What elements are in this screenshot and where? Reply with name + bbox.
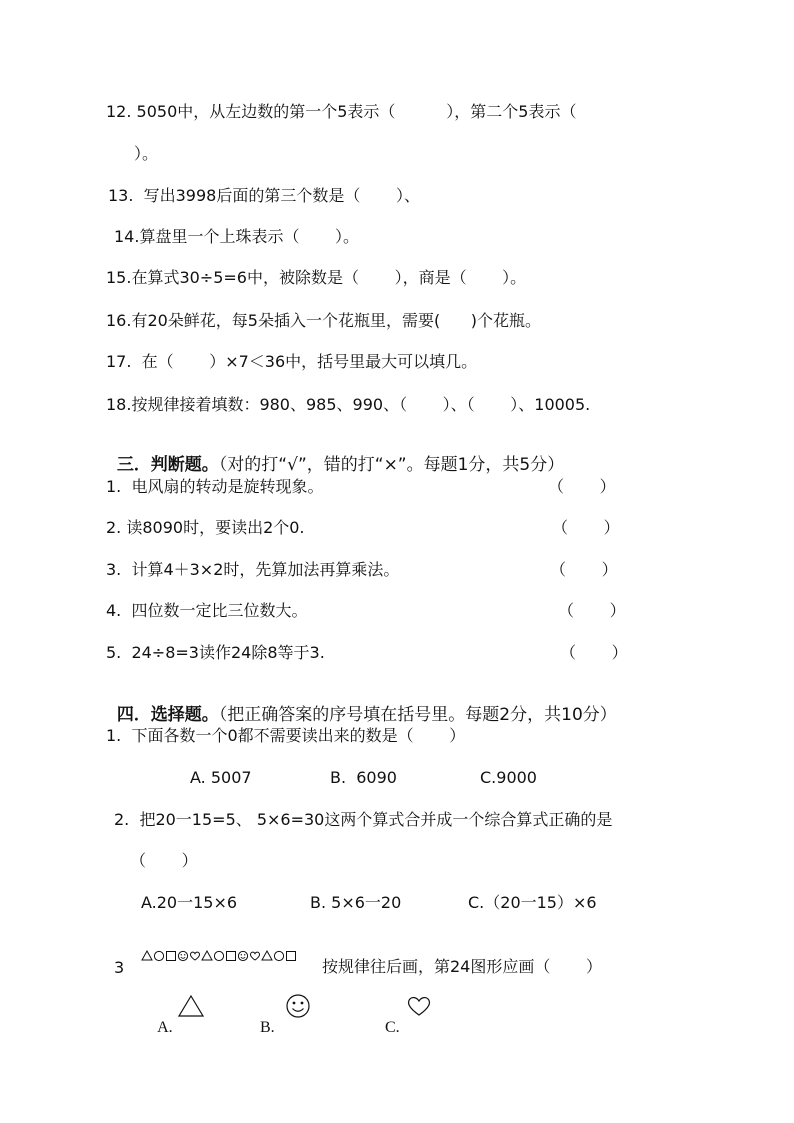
choice2-option-a[interactable]: A.20一15×6 — [141, 893, 238, 912]
square-icon — [225, 950, 237, 962]
q12-line2: ）。 — [134, 144, 159, 163]
heart-icon — [249, 950, 261, 962]
choice2-option-b[interactable]: B. 5×6一20 — [310, 893, 402, 912]
judge-5-text: 5. 24÷8=3读作24除8等于3. — [106, 643, 325, 662]
choice3-option-a[interactable] — [150, 998, 173, 1038]
q14: 14.算盘里一个上珠表示（ ）。 — [114, 227, 360, 246]
choice2-bracket[interactable]: （ ） — [130, 851, 198, 870]
choice1-option-a[interactable]: A. 5007 — [190, 768, 252, 787]
judge-1-bracket[interactable]: （ ） — [548, 477, 616, 496]
choice2-question: 2. 把20一15=5、 5×6=30这两个算式合并成一个综合算式正确的是 — [114, 810, 613, 829]
choice1-option-b[interactable]: B. 6090 — [330, 768, 397, 787]
choice3-option-a-label: A. — [157, 1019, 173, 1036]
choice3-option-b-label: B. — [260, 1019, 275, 1036]
judge-5-bracket[interactable]: （ ） — [560, 643, 628, 662]
q12-line1: 12. 5050中，从左边数的第一个5表示（ ），第二个5表示（ — [106, 102, 577, 121]
q16: 16.有20朵鲜花，每5朵插入一个花瓶里，需要( )个花瓶。 — [106, 311, 541, 330]
triangle-icon — [141, 950, 153, 962]
section4-title: 四．选择题。 — [116, 705, 219, 725]
judge-4-bracket[interactable]: （ ） — [558, 601, 626, 620]
triangle-icon — [201, 950, 213, 962]
choice3-option-b[interactable] — [252, 998, 275, 1038]
judge-4-text: 4. 四位数一定比三位数大。 — [106, 601, 308, 620]
smiley-icon — [177, 950, 189, 962]
choice1-option-c[interactable]: C.9000 — [480, 768, 537, 787]
judge-2-bracket[interactable]: （ ） — [552, 518, 620, 537]
circle-icon — [213, 950, 225, 962]
section3-heading — [106, 435, 564, 475]
judge-3-bracket[interactable]: （ ） — [550, 560, 618, 579]
q15: 15.在算式30÷5=6中，被除数是（ ），商是（ ）。 — [106, 268, 527, 287]
triangle-icon — [177, 994, 205, 1018]
choice3-number: 3 — [114, 958, 125, 977]
square-icon — [285, 950, 297, 962]
circle-icon — [153, 950, 165, 962]
heart-icon — [189, 950, 201, 962]
heart-icon — [405, 994, 433, 1018]
choice3-question: 按规律往后画，第24图形应画（ ） — [322, 957, 602, 976]
circle-icon — [273, 950, 285, 962]
choice1-question: 1. 下面各数一个0都不需要读出来的数是（ ） — [106, 726, 466, 745]
smiley-icon — [284, 993, 312, 1019]
judge-2-text: 2. 读8090时，要读出2个0. — [106, 518, 305, 537]
judge-1-text: 1. 电风扇的转动是旋转现象。 — [106, 477, 324, 496]
smiley-icon — [237, 950, 249, 962]
q13: 13. 写出3998后面的第三个数是（ ）、 — [108, 186, 420, 205]
choice3-option-c[interactable] — [377, 998, 400, 1038]
q18: 18.按规律接着填数：980、985、990、（ ）、（ ）、10005. — [106, 395, 591, 414]
q17: 17. 在（ ）×7＜36中，括号里最大可以填几。 — [106, 352, 478, 371]
choice3-option-c-label: C. — [385, 1019, 400, 1036]
square-icon — [165, 950, 177, 962]
triangle-icon — [261, 950, 273, 962]
section4-heading — [106, 685, 617, 725]
choice2-option-c[interactable]: C.（20一15）×6 — [468, 893, 597, 912]
section3-note: （对的打“√”，错的打“×”。每题1分，共5分） — [218, 455, 565, 475]
section3-title: 三．判断题。 — [116, 455, 219, 475]
judge-3-text: 3. 计算4＋3×2时，先算加法再算乘法。 — [106, 560, 400, 579]
shape-sequence — [141, 950, 297, 962]
section4-note: （把正确答案的序号填在括号里。每题2分，共10分） — [218, 705, 617, 725]
